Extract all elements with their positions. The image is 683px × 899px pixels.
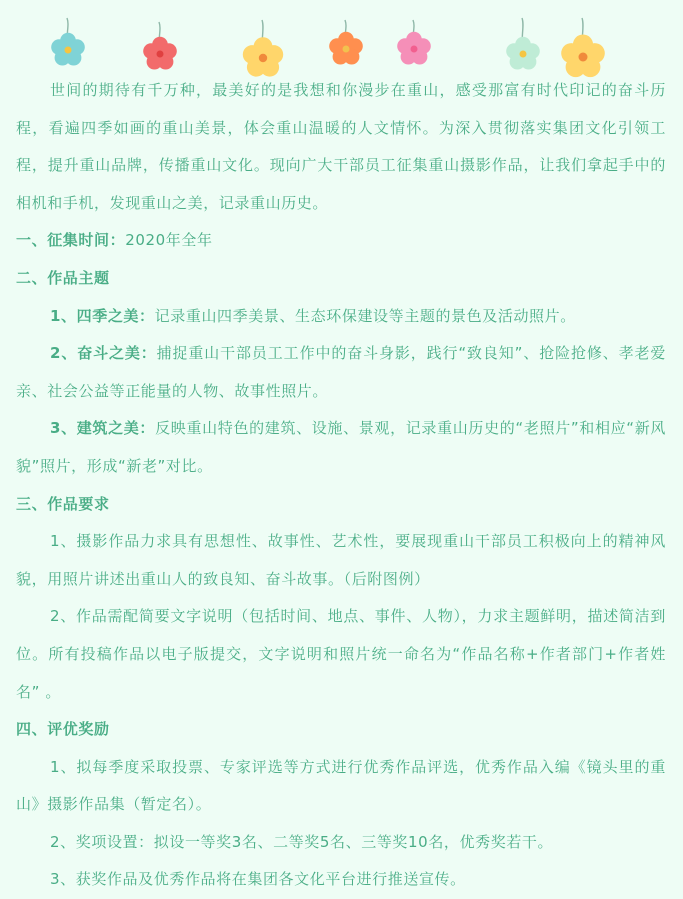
theme-item-2-text: 捕捉重山干部员工工作中的奋斗身影，践行“致良知”、抢险抢修、孝老爱亲、社会公益等正能量的人物、故事性照片。 [16,344,666,400]
requirement-item-2: 2、作品需配简要文字说明（包括时间、地点、事件、人物），力求主题鲜明，描述简洁到位。所有投稿作品以电子版提交，文字说明和照片统一命名为“作品名称+作者部门+作者姓名” 。 [16,607,666,701]
section-theme-heading: 二、作品主题 [16,268,110,287]
collection-time-label: 一、征集时间： [16,231,126,250]
theme-item-1-text: 记录重山四季美景、生态环保建设等主题的景色及活动照片。 [154,306,576,325]
theme-item-3 [16,410,666,485]
award-item-1: 1、拟每季度采取投票、专家评选等方式进行优秀作品评选，优秀作品入编《镜头里的重山》摄影作品集（暂定名）。 [16,757,666,814]
pink-flower-icon [397,20,431,65]
theme-item-1 [16,298,666,336]
section-requirements-heading: 三、作品要求 [16,494,110,513]
mint-flower-icon [506,18,540,70]
section-awards-heading: 四、评优奖励 [16,720,110,739]
yellow-flower-icon [243,20,283,77]
theme-item-1-label: 1、四季之美： [50,306,155,325]
theme-item-2-label: 2、奋斗之美： [50,344,157,363]
notice-content [16,72,666,899]
requirement-item-1: 1、摄影作品力求具有思想性、故事性、艺术性，要展现重山干部员工积极向上的精神风貌，用照片讲述出重山人的致良知、奋斗故事。（后附图例） [16,532,666,588]
award-item-2: 2、奖项设置：拟设一等奖3名、二等奖5名、三等奖10名，优秀奖若干。 [50,832,554,851]
intro-paragraph: 世间的期待有千万种，最美好的是我想和你漫步在重山，感受那富有时代印记的奋斗历程，看遍四季如画的重山美景，体会重山温暖的人文情怀。为深入贯彻落实集团文化引领工程，提升重山品牌，传播重山文化。现向广大干部员工征集重山摄影作品，让我们拿起手中的相机和手机，发现重山之美，记录重山历史。 [16,81,666,212]
teal-flower-icon [51,18,85,66]
red-flower-icon [143,22,177,70]
collection-time-value: 2020年全年 [125,231,213,250]
orange-flower-icon [329,20,363,65]
theme-item-3-label: 3、建筑之美： [50,419,156,438]
section-collection-time [16,222,666,260]
yellow-flower-icon-2 [561,18,605,77]
theme-item-3-text: 反映重山特色的建筑、设施、景观，记录重山历史的“老照片”和相应“新风貌”照片，形成“新老”对比。 [16,419,667,475]
theme-item-2 [16,335,666,410]
award-item-3: 3、获奖作品及优秀作品将在集团各文化平台进行推送宣传。 [50,870,466,889]
